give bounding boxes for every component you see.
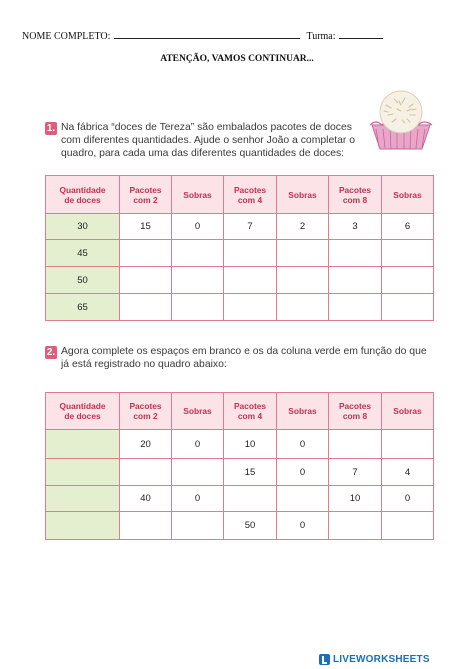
answer-cell[interactable] xyxy=(329,240,382,267)
answer-cell[interactable] xyxy=(120,294,172,321)
answer-cell[interactable] xyxy=(120,459,172,486)
answer-cell: 0 xyxy=(277,430,329,459)
quantity-cell: 50 xyxy=(46,267,120,294)
answer-cell[interactable] xyxy=(329,267,382,294)
answer-cell: 4 xyxy=(382,459,434,486)
answer-cell: 7 xyxy=(329,459,382,486)
answer-cell: 2 xyxy=(277,214,329,240)
coconut-sweet-icon xyxy=(366,85,436,155)
header-leftovers: Sobras xyxy=(172,393,224,430)
answer-cell[interactable] xyxy=(382,294,434,321)
answer-cell: 0 xyxy=(277,459,329,486)
answer-cell[interactable] xyxy=(120,267,172,294)
table-row xyxy=(46,512,434,540)
table-row xyxy=(46,430,434,459)
question-1-number: 1. xyxy=(46,123,56,134)
question-1-line: com diferentes quantidades. Ajude o senhor João a completar o xyxy=(61,135,356,146)
answer-cell: 50 xyxy=(224,512,277,540)
header-packs-8: Pacotes com 8 xyxy=(329,393,382,430)
answer-cell[interactable] xyxy=(277,294,329,321)
table-row xyxy=(46,486,434,512)
table-row xyxy=(46,214,434,240)
class-label: Turma: xyxy=(306,31,336,42)
liveworksheets-logo-icon xyxy=(319,654,330,665)
quantity-cell: 45 xyxy=(46,240,120,267)
question-1-text xyxy=(61,121,361,160)
table-header-row xyxy=(46,393,434,430)
answer-cell[interactable] xyxy=(120,240,172,267)
answer-cell: 40 xyxy=(120,486,172,512)
answer-cell[interactable] xyxy=(224,486,277,512)
answer-cell: 15 xyxy=(120,214,172,240)
header-leftovers: Sobras xyxy=(277,393,329,430)
quantity-cell[interactable] xyxy=(46,512,120,540)
answer-cell[interactable] xyxy=(382,267,434,294)
header-packs-8: Pacotes com 8 xyxy=(329,176,382,214)
header-packs-2: Pacotes com 2 xyxy=(120,176,172,214)
answer-cell[interactable] xyxy=(382,430,434,459)
table-row xyxy=(46,240,434,267)
quantity-cell[interactable] xyxy=(46,459,120,486)
answer-cell[interactable] xyxy=(382,240,434,267)
header-packs-2: Pacotes com 2 xyxy=(120,393,172,430)
answer-cell[interactable] xyxy=(329,512,382,540)
answer-cell: 0 xyxy=(382,486,434,512)
name-blank[interactable] xyxy=(114,30,300,39)
table-row xyxy=(46,267,434,294)
header-leftovers: Sobras xyxy=(382,176,434,214)
answer-cell: 0 xyxy=(172,486,224,512)
table-row xyxy=(46,294,434,321)
answer-cell[interactable] xyxy=(277,240,329,267)
class-blank[interactable] xyxy=(339,30,383,39)
quantity-cell[interactable] xyxy=(46,430,120,459)
header-leftovers: Sobras xyxy=(172,176,224,214)
answer-cell[interactable] xyxy=(277,486,329,512)
quantity-cell[interactable] xyxy=(46,486,120,512)
student-info-line xyxy=(22,30,452,42)
name-label: NOME COMPLETO: xyxy=(22,31,111,42)
question-2-line: já está registrado no quadro abaixo: xyxy=(61,359,227,370)
answer-cell[interactable] xyxy=(224,240,277,267)
table-2 xyxy=(45,392,434,540)
answer-cell[interactable] xyxy=(172,267,224,294)
answer-cell: 0 xyxy=(172,430,224,459)
answer-cell: 7 xyxy=(224,214,277,240)
answer-cell: 15 xyxy=(224,459,277,486)
answer-cell[interactable] xyxy=(172,240,224,267)
answer-cell[interactable] xyxy=(277,267,329,294)
answer-cell[interactable] xyxy=(172,294,224,321)
answer-cell: 0 xyxy=(277,512,329,540)
table-1 xyxy=(45,175,434,321)
header-leftovers: Sobras xyxy=(277,176,329,214)
brand-name: LIVEWORKSHEETS xyxy=(333,653,430,665)
question-2-text xyxy=(61,345,441,371)
question-2-number: 2. xyxy=(46,347,56,358)
header-packs-4: Pacotes com 4 xyxy=(224,393,277,430)
page-subtitle: ATENÇÃO, VAMOS CONTINUAR... xyxy=(160,54,314,64)
liveworksheets-brand[interactable] xyxy=(319,653,430,665)
answer-cell[interactable] xyxy=(172,512,224,540)
answer-cell[interactable] xyxy=(382,512,434,540)
answer-cell[interactable] xyxy=(329,430,382,459)
quantity-cell: 65 xyxy=(46,294,120,321)
question-1-line: quadro, para cada uma das diferentes quantidades de doces: xyxy=(61,148,345,159)
answer-cell[interactable] xyxy=(120,512,172,540)
question-1-line: Na fábrica “doces de Tereza” são embalados pacotes de doces xyxy=(61,122,352,133)
quantity-cell: 30 xyxy=(46,214,120,240)
answer-cell: 10 xyxy=(224,430,277,459)
answer-cell: 3 xyxy=(329,214,382,240)
table-header-row xyxy=(46,176,434,214)
answer-cell: 10 xyxy=(329,486,382,512)
answer-cell: 20 xyxy=(120,430,172,459)
header-quantity: Quantidade de doces xyxy=(46,176,120,214)
header-packs-4: Pacotes com 4 xyxy=(224,176,277,214)
answer-cell: 6 xyxy=(382,214,434,240)
answer-cell[interactable] xyxy=(329,294,382,321)
answer-cell[interactable] xyxy=(172,459,224,486)
header-leftovers: Sobras xyxy=(382,393,434,430)
question-2-line: Agora complete os espaços em branco e os da coluna verde em função do que xyxy=(61,346,427,357)
answer-cell[interactable] xyxy=(224,294,277,321)
header-quantity: Quantidade de doces xyxy=(46,393,120,430)
answer-cell[interactable] xyxy=(224,267,277,294)
answer-cell: 0 xyxy=(172,214,224,240)
table-row xyxy=(46,459,434,486)
